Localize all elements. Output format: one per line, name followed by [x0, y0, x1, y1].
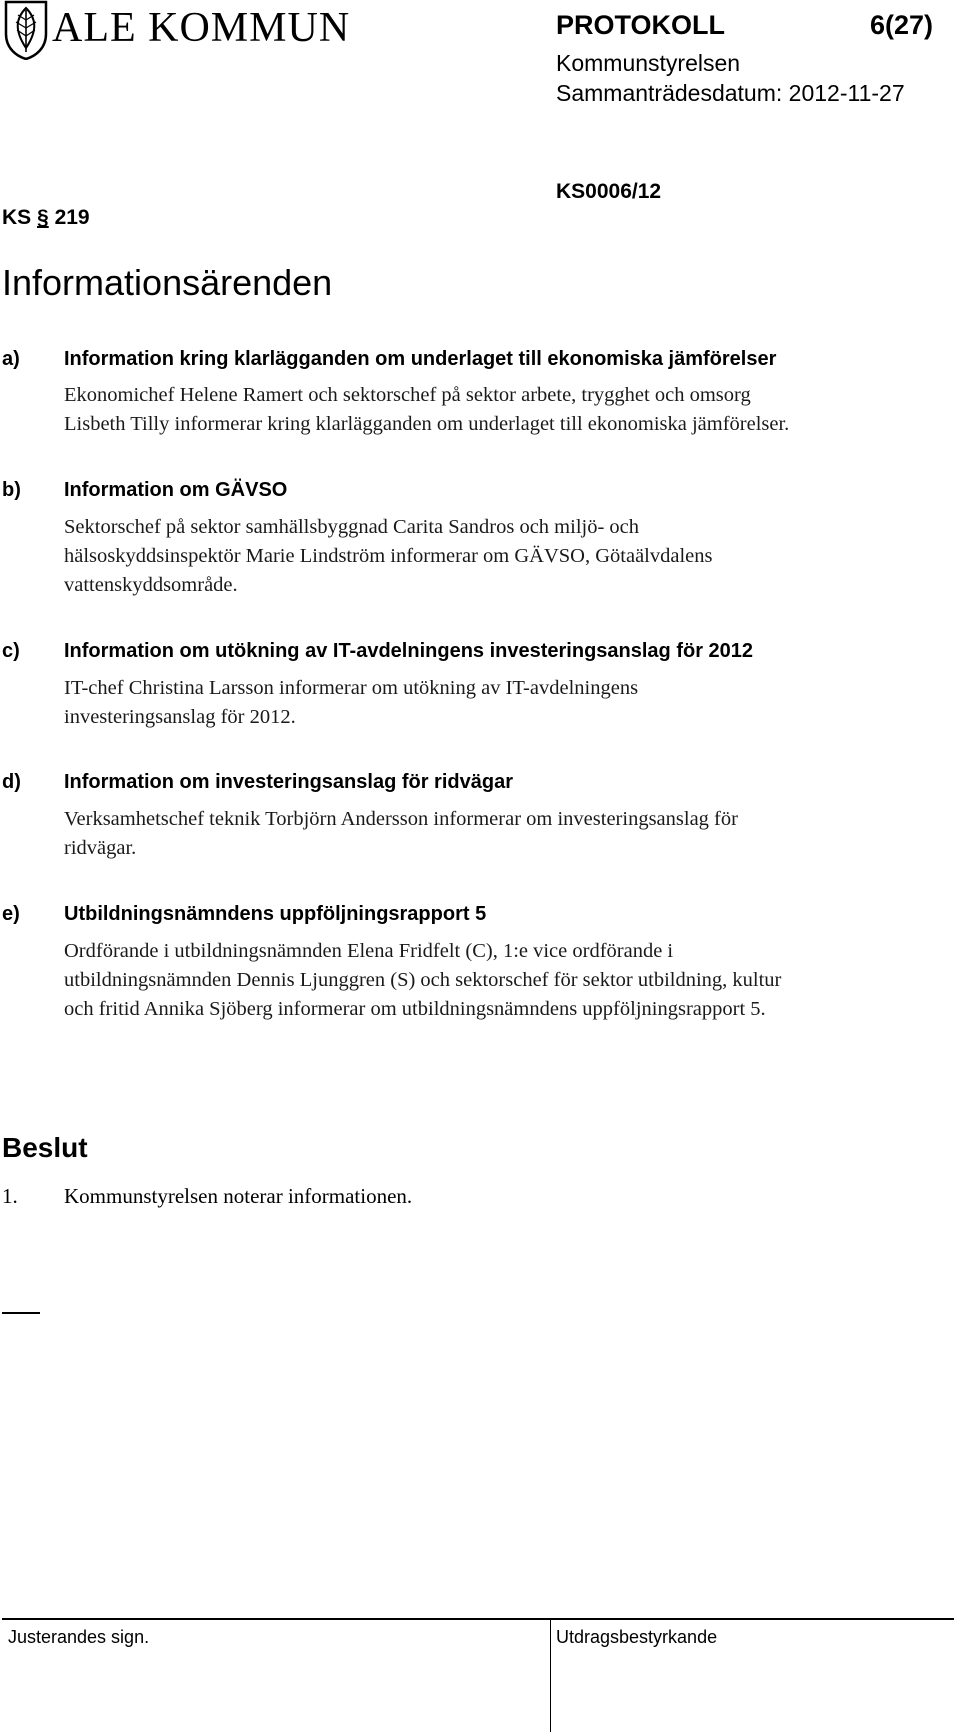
page-number: 6(27)	[869, 10, 933, 40]
footer-divider	[550, 1618, 551, 1732]
body-line: Ekonomichef Helene Ramert och sektorschef på sektor arbete, trygghet och omsorg	[64, 384, 751, 406]
paragraph-value: 219	[54, 206, 90, 229]
meeting-date: Sammanträdesdatum: 2012-11-27	[556, 80, 905, 106]
document-type: PROTOKOLL	[556, 10, 726, 40]
diary-number: KS0006/12	[556, 180, 662, 203]
paragraph-symbol: §	[37, 206, 49, 229]
item-letter: e)	[2, 903, 20, 925]
decision-number: 1.	[2, 1184, 18, 1208]
item-body	[64, 674, 944, 732]
decision-heading: Beslut	[2, 1132, 88, 1163]
item-body	[64, 805, 944, 863]
body-line: hälsoskyddsinspektör Marie Lindström informerar om GÄVSO, Götaälvdalens	[64, 545, 713, 567]
item-heading: Information om GÄVSO	[64, 479, 288, 501]
decision-text: Kommunstyrelsen noterar informationen.	[64, 1184, 413, 1208]
municipality-logo	[0, 0, 400, 62]
certification-label: Utdragsbestyrkande	[556, 1627, 718, 1647]
body-line: Sektorschef på sektor samhällsbyggnad Carita Sandros och miljö- och	[64, 516, 640, 538]
item-heading: Information kring klarlägganden om underlaget till ekonomiska jämförelser	[64, 348, 777, 370]
body-line: och fritid Annika Sjöberg informerar om utbildningsnämndens uppföljningsrapport 5.	[64, 998, 766, 1020]
item-letter: d)	[2, 771, 21, 793]
item-heading: Information om utökning av IT-avdelningens investeringsanslag för 2012	[64, 640, 754, 662]
page-title: Informationsärenden	[2, 262, 333, 303]
footer-rule	[2, 1618, 954, 1620]
item-body	[64, 937, 944, 1024]
paragraph-prefix: KS	[2, 206, 32, 229]
signature-label: Justerandes sign.	[8, 1627, 150, 1647]
paragraph-number	[2, 206, 90, 230]
item-body	[64, 513, 944, 600]
leaf-crest-icon	[2, 0, 50, 60]
item-heading: Information om investeringsanslag för ridvägar	[64, 771, 513, 793]
item-body	[64, 381, 944, 439]
body-line: vattenskyddsområde.	[64, 574, 238, 596]
committee-name: Kommunstyrelsen	[556, 50, 741, 76]
logo-text: ALE KOMMUN	[52, 5, 351, 51]
body-line: IT-chef Christina Larsson informerar om utökning av IT-avdelningens	[64, 677, 639, 699]
body-line: investeringsanslag för 2012.	[64, 706, 296, 728]
body-line: Verksamhetschef teknik Torbjörn Andersson informerar om investeringsanslag för	[64, 808, 738, 830]
item-letter: a)	[2, 348, 20, 370]
item-heading: Utbildningsnämndens uppföljningsrapport 5	[64, 903, 487, 925]
body-line: Ordförande i utbildningsnämnden Elena Fridfelt (C), 1:e vice ordförande i	[64, 940, 674, 962]
separator-line	[2, 1312, 40, 1314]
item-letter: b)	[2, 479, 21, 501]
item-letter: c)	[2, 640, 20, 662]
body-line: ridvägar.	[64, 837, 137, 859]
body-line: Lisbeth Tilly informerar kring klarlägganden om underlaget till ekonomiska jämförelser.	[64, 413, 790, 435]
body-line: utbildningsnämnden Dennis Ljunggren (S) och sektorschef för sektor utbildning, kultur	[64, 969, 782, 991]
